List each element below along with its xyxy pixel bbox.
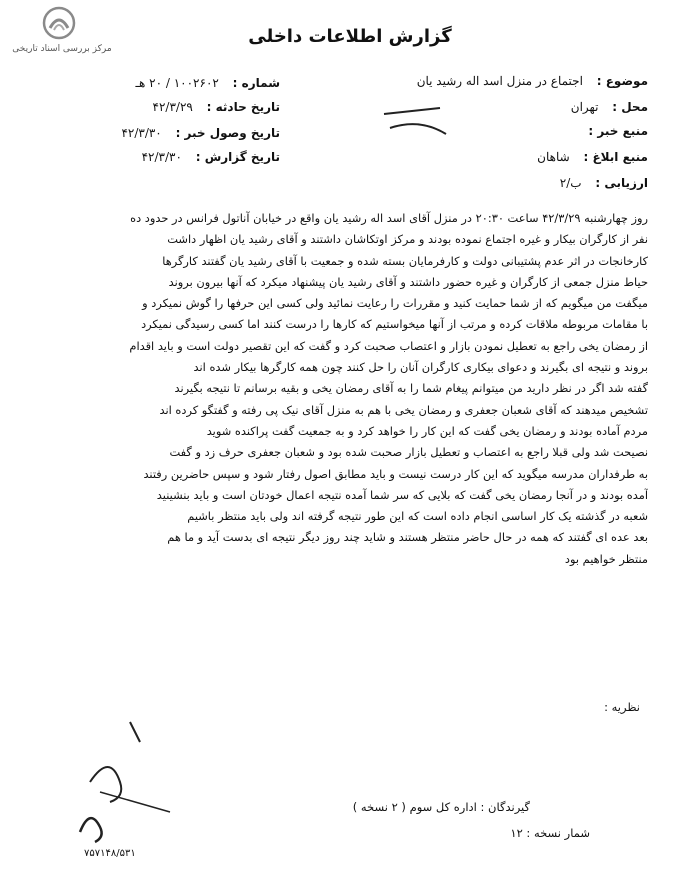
archive-watermark xyxy=(6,6,116,62)
body-line: حیاط منزل جمعی از کارگران و غیره حضور داشتند و آقای رشید یان پیشنهاد میکرد که آنها بیرون بروند xyxy=(168,274,648,289)
field-rating-label: ارزیابی : xyxy=(595,176,648,190)
field-event-date xyxy=(153,100,280,114)
body-line: نفر از کارگران بیکار و غیره اجتماع نموده بودند و مرکز اوتکاشان داشتند و آقای رشید یان اظهار داشت xyxy=(167,232,648,247)
handwritten-signature xyxy=(70,712,270,862)
field-receipt-date-value: ۴۲/۳/۳۰ xyxy=(121,126,162,140)
body-line: به طرفداران مدرسه میگوید که این کار درست نیست و باید مطابق اصول رفتار شود و سپس حاضرین رفتند xyxy=(143,466,648,481)
field-rating xyxy=(560,176,648,190)
archive-logo-icon xyxy=(42,6,76,40)
archive-watermark-text: مرکز بررسی اسناد تاریخی xyxy=(12,44,112,54)
field-subject xyxy=(417,74,648,88)
distribution-line: گیرندگان : اداره کل سوم ( ۲ نسخه ) xyxy=(352,800,530,814)
body-line: تشخیص میدهند که آقای شعبان جعفری و رمضان یخی با هم به منزل آقای نیک پی رفته و گفتگو کرده اند xyxy=(159,402,648,417)
body-line: میگفت من میگویم که از شما حمایت کنید و مقررات را رعایت نمائید ولی کسی این حرفها را گوش نمیکرد و xyxy=(142,296,648,311)
body-line: بعد عده ای گفتند که همه در حال حاضر منتظر هستند و شاید چند روز دیگر نتیجه ای بدست آید و ما هم xyxy=(167,530,648,545)
body-line: شعبه در گذشته یک کار اساسی انجام داده است که این طور نتیجه گرفته اند ولی باید منتظر باشیم xyxy=(187,509,648,524)
field-rating-value: ب/۲ xyxy=(559,176,582,190)
copies-line: شمار نسخه : ۱۲ xyxy=(510,826,590,840)
body-line: بروند و نتیجه ای بگیرند و دعوای بیکاری کارگران آنان را حل کنند چون همه کارگرها بیکار شده اند xyxy=(193,360,648,375)
body-line: با مقامات مربوطه ملاقات کرده و مرتب از آنها میخواستیم که کارها را درست کنند اما کسی رسیدگی نمیکرد xyxy=(141,317,648,332)
field-source-agent-value: شاهان xyxy=(537,150,570,164)
report-body xyxy=(48,208,648,570)
field-receipt-date xyxy=(121,126,280,140)
handwritten-scribble xyxy=(380,104,450,144)
field-location xyxy=(571,100,648,114)
field-report-date xyxy=(142,150,280,164)
body-line: کارخانجات در اثر عدم پشتیبانی دولت و کارفرمایان بسته شده و جمعیت با آقای رشید یان گفتند کارگرها xyxy=(162,253,648,268)
field-subject-value: اجتماع در منزل اسد اله رشید یان xyxy=(416,74,583,88)
field-report-date-label: تاریخ گزارش : xyxy=(195,150,280,164)
field-report-date-value: ۴۲/۳/۳۰ xyxy=(141,150,182,164)
field-location-label: محل : xyxy=(612,100,648,114)
body-line: گفته شد اگر در نظر دارید من میتوانم پیغام شما را به آقای رمضان یخی و بقیه برسانم تا نتیجه بگیرند xyxy=(174,381,648,396)
field-number-value: ۱۰۰۲۶۰۲ / ۲۰ هـ xyxy=(135,76,219,90)
field-source-label: منبع خبر : xyxy=(588,124,648,138)
body-line: نصیحت شد ولی قبلا راجع به اعتصاب و تعطیل بازار صحبت شده بود و شعبان جعفری حرف زد و گفت xyxy=(169,445,648,460)
field-event-date-value: ۴۲/۳/۲۹ xyxy=(152,100,193,114)
field-number xyxy=(135,76,280,90)
field-receipt-date-label: تاریخ وصول خبر : xyxy=(175,126,280,140)
body-line: مردم آماده بودند و رمضان یخی گفت که این کار را خواهد کرد و به جمعیت گفت پراکنده شوید xyxy=(206,423,648,438)
body-line: روز چهارشنبه ۴۲/۳/۲۹ ساعت ۲۰:۳۰ در منزل آقای اسد اله رشید یان واقع در خیابان آناتول فرانس در حدود ده xyxy=(130,211,648,225)
body-line: از رمضان یخی راجع به تعطیل نمودن بازار و اعتصاب صحبت کرد و گفت که این تقصیر دولت است و باید اقدام xyxy=(129,338,648,353)
reference-code: ۷۵۷۱۴۸/۵۳۱ xyxy=(84,848,136,859)
field-subject-label: موضوع : xyxy=(596,74,648,88)
opinion-label: نظریه : xyxy=(604,700,640,714)
field-source xyxy=(578,124,648,138)
report-title: گزارش اطلاعات داخلی xyxy=(248,26,452,47)
field-event-date-label: تاریخ حادثه : xyxy=(206,100,280,114)
field-location-value: تهران xyxy=(570,100,599,114)
field-number-label: شماره : xyxy=(232,76,280,90)
field-source-agent xyxy=(537,150,648,164)
body-line: آمده بودند و در آنجا رمضان یخی گفت که بلایی که سر شما آمده نتیجه اعمال خودتان است و باید بنشینید xyxy=(156,487,648,502)
field-source-agent-label: منبع ابلاغ : xyxy=(583,150,648,164)
body-line: منتظر خواهیم بود xyxy=(564,551,648,566)
